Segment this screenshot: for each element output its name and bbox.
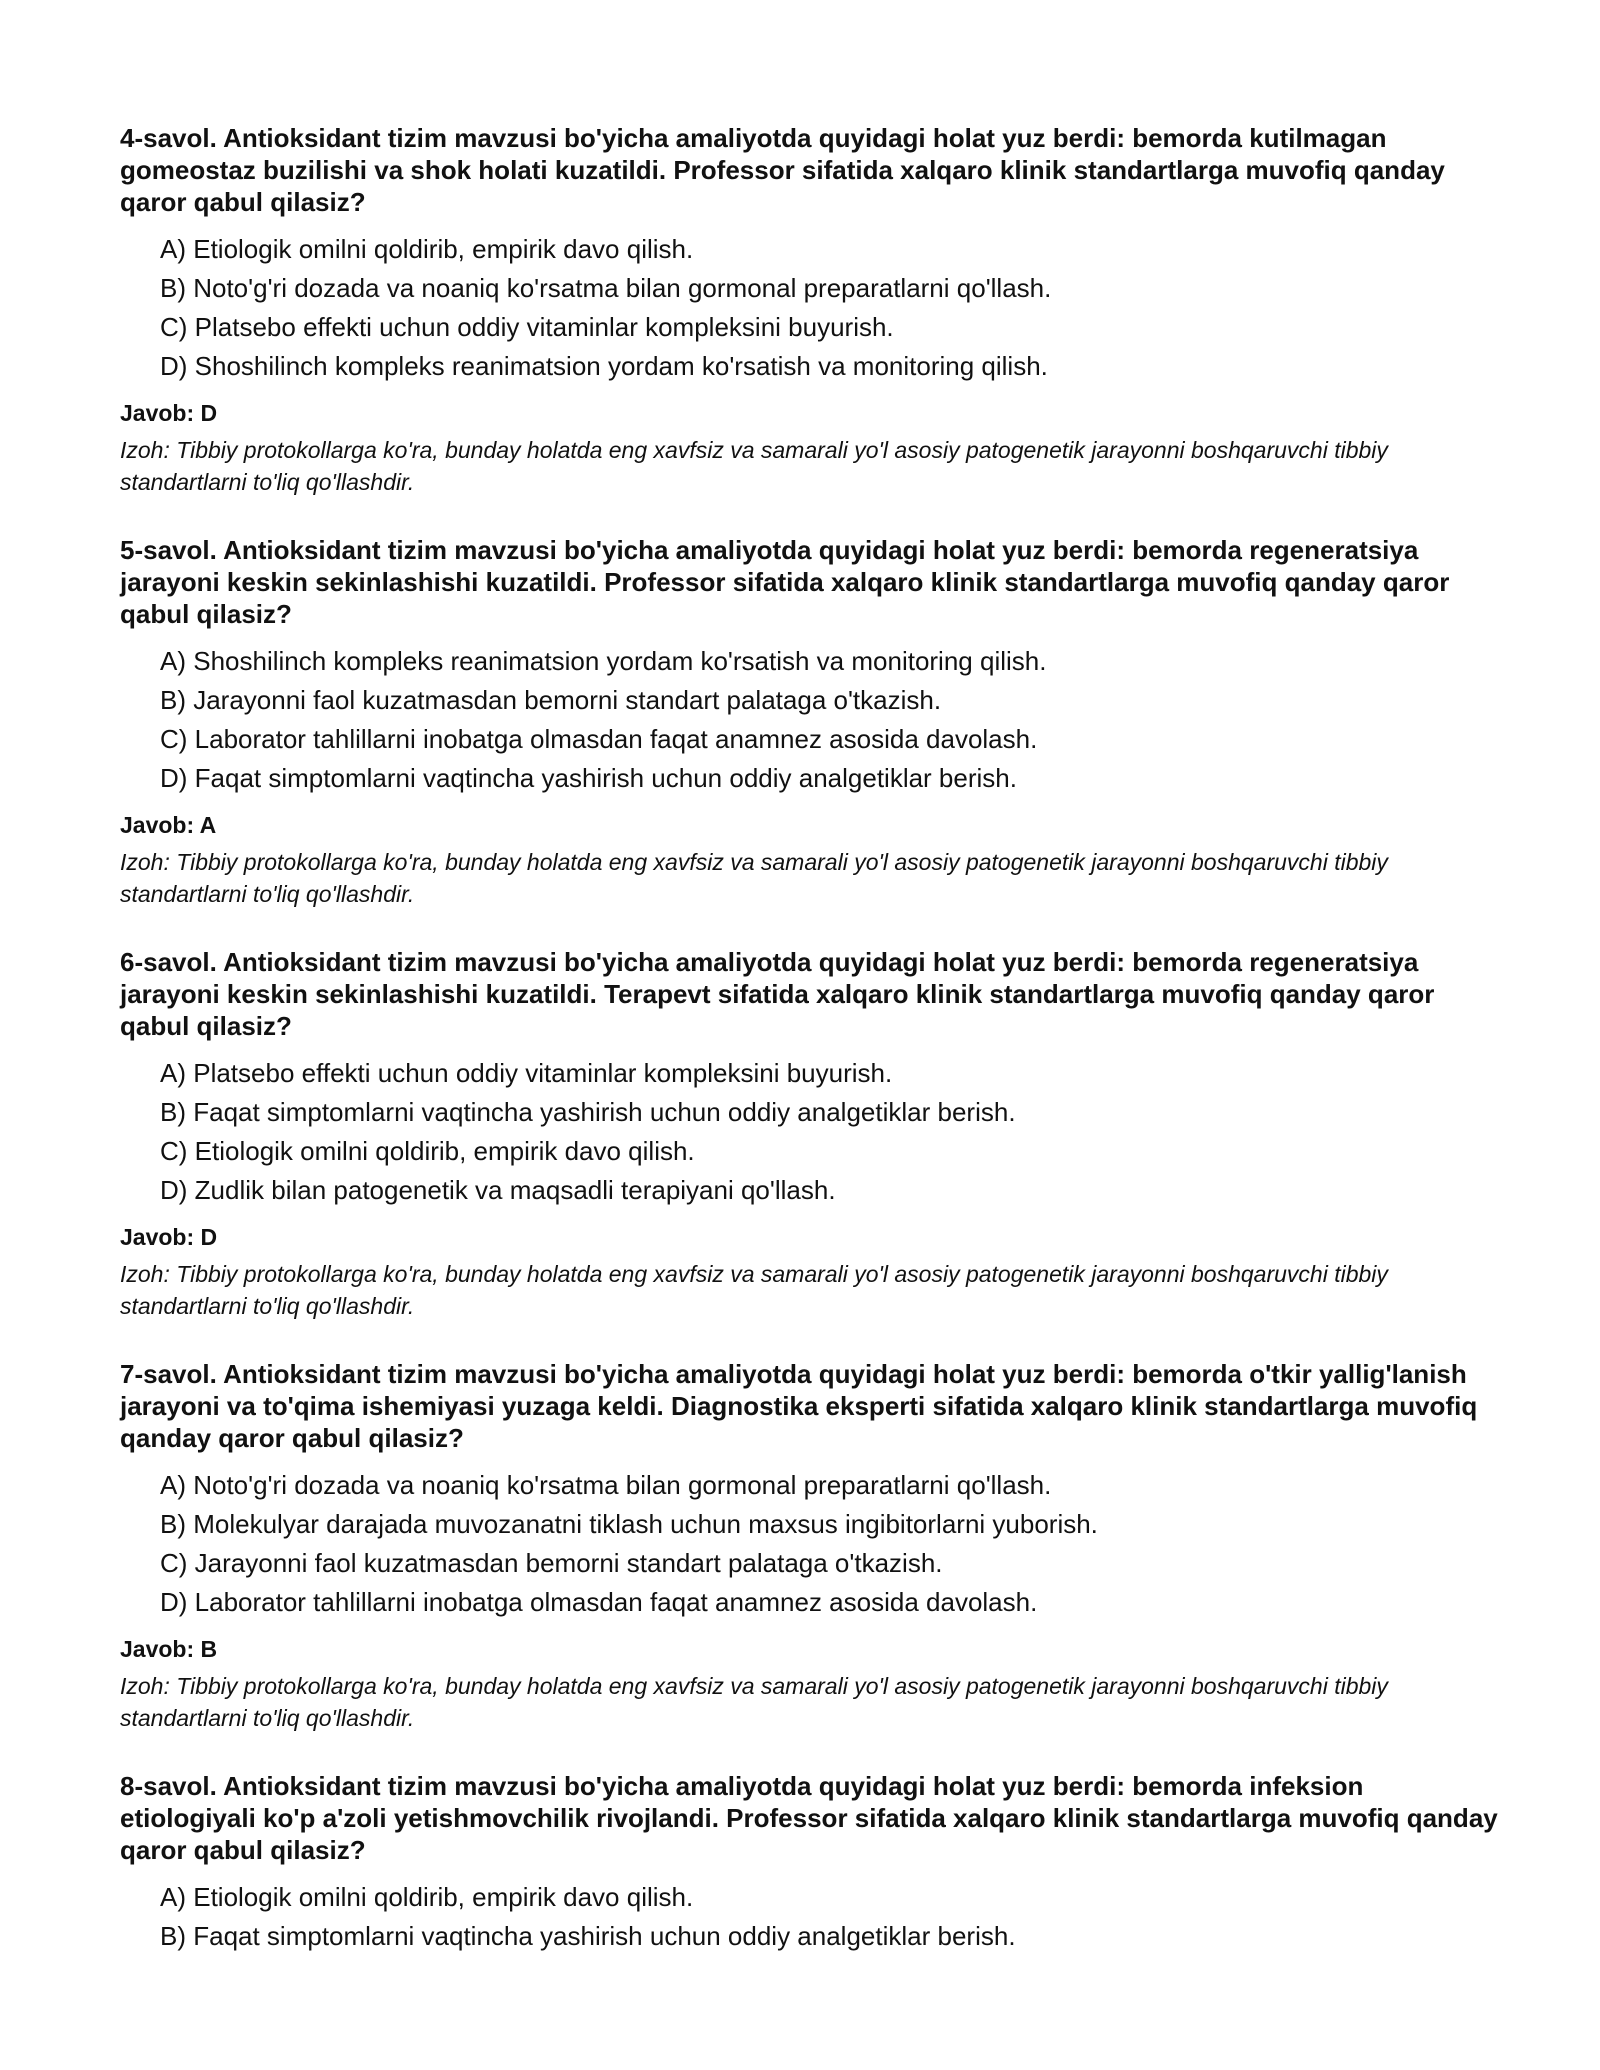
option-b: B) Molekulyar darajada muvozanatni tiklash uchun maxsus ingibitorlarni yuborish. [160, 1509, 1098, 1539]
answer: Javob: A [120, 812, 217, 838]
question-title: 6-savol. Antioksidant tizim mavzusi bo'yicha amaliyotda quyidagi holat yuz berdi: bemorda regeneratsiya jarayoni keskin sekinlashishi kuzatildi. Terapevt sifatida xalqaro klinik standartlarga muvofiq qanday qaror qabul qilasiz? [120, 947, 1435, 1041]
option-d: D) Faqat simptomlarni vaqtincha yashirish uchun oddiy analgetiklar berish. [160, 763, 1017, 793]
option-a: A) Platsebo effekti uchun oddiy vitaminlar kompleksini buyurish. [160, 1058, 893, 1088]
spacer [120, 910, 1500, 946]
option-c: C) Laborator tahlillarni inobatga olmasdan faqat anamnez asosida davolash. [160, 724, 1038, 754]
option-d: D) Zudlik bilan patogenetik va maqsadli terapiyani qo'llash. [160, 1175, 836, 1205]
answer: Javob: B [120, 1636, 218, 1662]
question-7 [120, 1358, 1500, 1734]
option-list [160, 1878, 1500, 1956]
option-list [160, 1054, 1500, 1210]
option-b: B) Noto'g'ri dozada va noaniq ko'rsatma bilan gormonal preparatlarni qo'llash. [160, 273, 1052, 303]
question-title: 4-savol. Antioksidant tizim mavzusi bo'yicha amaliyotda quyidagi holat yuz berdi: bemorda kutilmagan gomeostaz buzilishi va shok holati kuzatildi. Professor sifatida xalqaro klinik standartlarga muvofiq qanday qaror qabul qilasiz? [120, 123, 1445, 217]
option-a: A) Etiologik omilni qoldirib, empirik davo qilish. [160, 1882, 694, 1912]
answer: Javob: D [120, 1224, 218, 1250]
question-8 [120, 1770, 1500, 1956]
option-c: C) Jarayonni faol kuzatmasdan bemorni standart palataga o'tkazish. [160, 1548, 943, 1578]
spacer [120, 1322, 1500, 1358]
option-d: D) Shoshilinch kompleks reanimatsion yordam ko'rsatish va monitoring qilish. [160, 351, 1048, 381]
explanation-note: Izoh: Tibbiy protokollarga ko'ra, bunday holatda eng xavfsiz va samarali yo'l asosiy patogenetik jarayonni boshqaruvchi tibbiy standartlarni to'liq qo'llashdir. [120, 849, 1388, 907]
question-4 [120, 122, 1500, 498]
option-c: C) Etiologik omilni qoldirib, empirik davo qilish. [160, 1136, 695, 1166]
option-a: A) Etiologik omilni qoldirib, empirik davo qilish. [160, 234, 694, 264]
explanation-note: Izoh: Tibbiy protokollarga ko'ra, bunday holatda eng xavfsiz va samarali yo'l asosiy patogenetik jarayonni boshqaruvchi tibbiy standartlarni to'liq qo'llashdir. [120, 1673, 1388, 1731]
explanation-note: Izoh: Tibbiy protokollarga ko'ra, bunday holatda eng xavfsiz va samarali yo'l asosiy patogenetik jarayonni boshqaruvchi tibbiy standartlarni to'liq qo'llashdir. [120, 437, 1388, 495]
question-title: 8-savol. Antioksidant tizim mavzusi bo'yicha amaliyotda quyidagi holat yuz berdi: bemorda infeksion etiologiyali ko'p a'zoli yetishmovchilik rivojlandi. Professor sifatida xalqaro klinik standartlarga muvofiq qanday qaror qabul qilasiz? [120, 1771, 1498, 1865]
explanation-note: Izoh: Tibbiy protokollarga ko'ra, bunday holatda eng xavfsiz va samarali yo'l asosiy patogenetik jarayonni boshqaruvchi tibbiy standartlarni to'liq qo'llashdir. [120, 1261, 1388, 1319]
option-a: A) Noto'g'ri dozada va noaniq ko'rsatma bilan gormonal preparatlarni qo'llash. [160, 1470, 1052, 1500]
document-page [120, 122, 1500, 1956]
question-title: 5-savol. Antioksidant tizim mavzusi bo'yicha amaliyotda quyidagi holat yuz berdi: bemorda regeneratsiya jarayoni keskin sekinlashishi kuzatildi. Professor sifatida xalqaro klinik standartlarga muvofiq qanday qaror qabul qilasiz? [120, 535, 1450, 629]
option-list [160, 1466, 1500, 1622]
question-5 [120, 534, 1500, 910]
option-list [160, 230, 1500, 386]
spacer [120, 498, 1500, 534]
option-a: A) Shoshilinch kompleks reanimatsion yordam ko'rsatish va monitoring qilish. [160, 646, 1047, 676]
question-title: 7-savol. Antioksidant tizim mavzusi bo'yicha amaliyotda quyidagi holat yuz berdi: bemorda o'tkir yallig'lanish jarayoni va to'qima ishemiyasi yuzaga keldi. Diagnostika eksperti sifatida xalqaro klinik standartlarga muvofiq qanday qaror qabul qilasiz? [120, 1359, 1478, 1453]
option-b: B) Jarayonni faol kuzatmasdan bemorni standart palataga o'tkazish. [160, 685, 942, 715]
answer: Javob: D [120, 400, 218, 426]
question-6 [120, 946, 1500, 1322]
option-list [160, 642, 1500, 798]
option-d: D) Laborator tahlillarni inobatga olmasdan faqat anamnez asosida davolash. [160, 1587, 1038, 1617]
option-c: C) Platsebo effekti uchun oddiy vitaminlar kompleksini buyurish. [160, 312, 894, 342]
option-b: B) Faqat simptomlarni vaqtincha yashirish uchun oddiy analgetiklar berish. [160, 1921, 1016, 1951]
option-b: B) Faqat simptomlarni vaqtincha yashirish uchun oddiy analgetiklar berish. [160, 1097, 1016, 1127]
spacer [120, 1734, 1500, 1770]
